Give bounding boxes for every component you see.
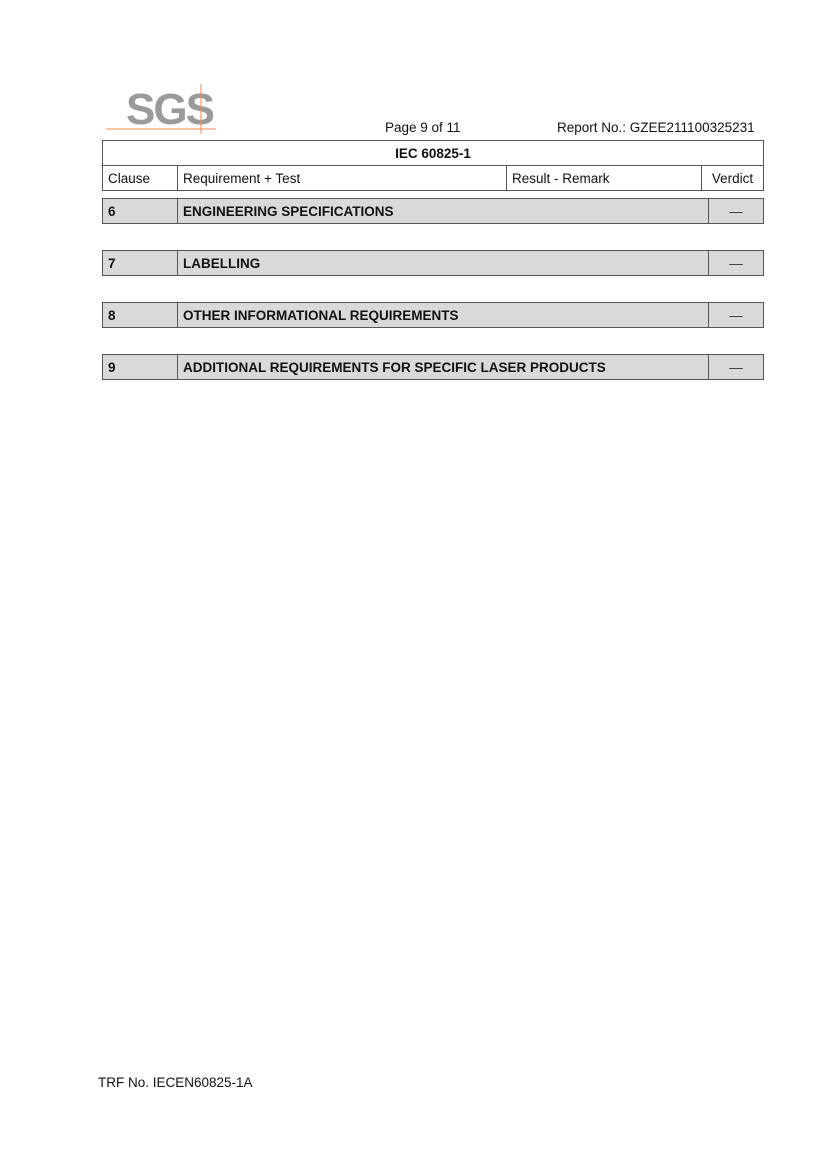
- section-row: [102, 302, 764, 328]
- section-verdict: —: [709, 199, 764, 224]
- section-row: [102, 198, 764, 224]
- sgs-logo: [100, 82, 220, 134]
- section-title: ADDITIONAL REQUIREMENTS FOR SPECIFIC LASER PRODUCTS: [178, 355, 701, 380]
- col-result: Result - Remark: [507, 166, 702, 191]
- col-verdict: Verdict: [702, 166, 764, 191]
- page-number: Page 9 of 11: [385, 120, 461, 135]
- section-row: [102, 250, 764, 276]
- section-verdict: —: [709, 303, 764, 328]
- section-verdict: —: [709, 251, 764, 276]
- section-spacer: [700, 199, 709, 224]
- section-clause: 7: [103, 251, 178, 276]
- standard-header-table: [102, 140, 764, 191]
- section-row: [102, 354, 764, 380]
- section-spacer: [700, 355, 709, 380]
- section-clause: 8: [103, 303, 178, 328]
- section-title: LABELLING: [178, 251, 701, 276]
- section-title: OTHER INFORMATIONAL REQUIREMENTS: [178, 303, 701, 328]
- report-number: Report No.: GZEE211100325231: [557, 120, 755, 135]
- section-verdict: —: [709, 355, 764, 380]
- standard-title: IEC 60825-1: [103, 141, 764, 166]
- section-clause: 6: [103, 199, 178, 224]
- section-title: ENGINEERING SPECIFICATIONS: [178, 199, 701, 224]
- trf-number: TRF No. IECEN60825-1A: [98, 1075, 253, 1090]
- section-spacer: [700, 303, 709, 328]
- col-clause: Clause: [103, 166, 178, 191]
- section-clause: 9: [103, 355, 178, 380]
- sgs-logo-text: SGS: [126, 85, 213, 134]
- section-spacer: [700, 251, 709, 276]
- col-requirement: Requirement + Test: [178, 166, 507, 191]
